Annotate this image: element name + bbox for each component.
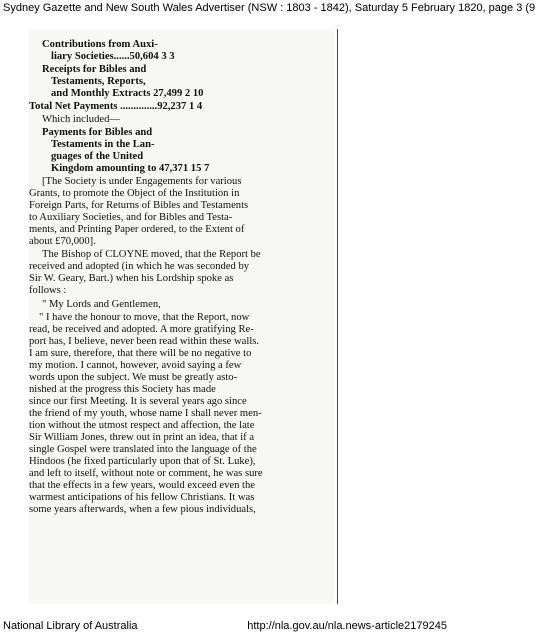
footer-library-name: National Library of Australia	[3, 620, 138, 632]
article-line: about £70,000].	[29, 236, 96, 247]
article-line: and Monthly Extracts 27,499 2 10	[51, 88, 204, 99]
article-line: since our first Meeting. It is several years ago since	[29, 396, 247, 407]
article-line: Total Net Payments ..............92,237 1 4	[29, 101, 203, 112]
newspaper-scan	[29, 29, 334, 604]
article-line: Contributions from Auxi-	[42, 39, 158, 50]
article-line: single Gospel were translated into the language of the	[29, 444, 257, 455]
article-line: port has, I believe, never been read within these walls.	[29, 336, 260, 347]
article-line: follows :	[29, 285, 67, 296]
article-line: " My Lords and Gentlemen,	[42, 299, 161, 310]
article-line: liary Societies......50,604 3 3	[51, 51, 175, 62]
article-line: Testaments, Reports,	[51, 76, 146, 87]
article-line: my motion. I cannot, however, avoid saying a few	[29, 360, 242, 371]
footer-article-link[interactable]: http://nla.gov.au/nla.news-article2179245	[247, 620, 447, 632]
article-line: some years afterwards, when a few pious individuals,	[29, 504, 256, 515]
article-line: received and adopted (in which he was seconded by	[29, 261, 250, 272]
article-line: and left to itself, without note or comment, he was sure	[29, 468, 263, 479]
article-line: Which included—	[42, 114, 120, 125]
article-line: tion without the utmost respect and affection, the late	[29, 420, 255, 431]
article-line: I am sure, therefore, that there will be no negative to	[29, 348, 252, 359]
article-line: that the effects in a few years, would exceed even the	[29, 480, 255, 491]
article-line: ments, and Printing Paper ordered, to the Extent of	[29, 224, 245, 235]
article-line: Testaments in the Lan-	[51, 139, 155, 150]
article-line: [The Society is under Engagements for various	[42, 176, 242, 187]
article-line: Payments for Bibles and	[42, 127, 153, 138]
article-line: Receipts for Bibles and	[42, 64, 147, 75]
article-line: warmest anticipations of his fellow Christians. It was	[29, 492, 255, 503]
article-line: the friend of my youth, whose name I shall never men-	[29, 408, 262, 419]
article-line: Kingdom amounting to 47,371 15 7	[51, 163, 210, 174]
column-divider	[337, 29, 338, 604]
article-line: The Bishop of CLOYNE moved, that the Report be	[42, 249, 261, 260]
article-line: Sir W. Geary, Bart.) when his Lordship spoke as	[29, 273, 234, 284]
article-line: read, be received and adopted. A more gratifying Re-	[29, 324, 254, 335]
article-line: to Auxiliary Societies, and for Bibles and Testa-	[29, 212, 233, 223]
article-line: nished at the progress this Society has made	[29, 384, 216, 395]
article-line: Grants, to promote the Object of the Institution in	[29, 188, 240, 199]
article-line: Sir William Jones, threw out in print an idea, that if a	[29, 432, 255, 443]
article-line: guages of the United	[51, 151, 144, 162]
article-line: Hindoos (he fixed particularly upon that of St. Luke),	[29, 456, 256, 467]
article-line: words upon the subject. We must be greatly asto-	[29, 372, 238, 383]
article-line: Foreign Parts, for Returns of Bibles and Testaments	[29, 200, 249, 211]
page-header-title: Sydney Gazette and New South Wales Advertiser (NSW : 1803 - 1842), Saturday 5 February 1820, page 3 (9	[3, 2, 535, 14]
article-line: " I have the honour to move, that the Report, now	[39, 312, 250, 323]
